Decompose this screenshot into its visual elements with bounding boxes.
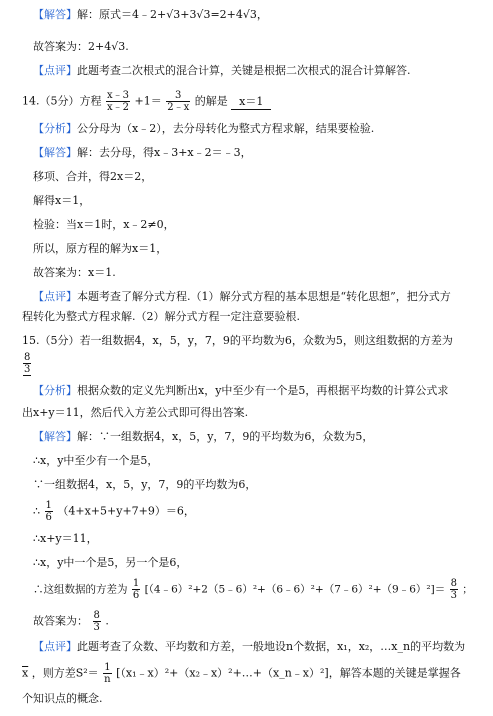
- l24-frac-den: 6: [132, 590, 140, 601]
- step-line: 移项、合并，得2x＝2，: [33, 170, 153, 183]
- q14-frac1-num: x﹣3: [107, 90, 130, 101]
- q15-answer-fraction: [23, 352, 31, 376]
- l24-frac-num: 1: [132, 578, 140, 589]
- mean-symbol: $\overline{x}$: [22, 666, 29, 680]
- l27-fraction: [103, 662, 111, 685]
- analysis-line: 【分析】公分母为（x﹣2），去分母转化为整式方程求解，结果要检验.: [33, 122, 375, 135]
- l27-b: ，则方差S²＝: [31, 666, 99, 680]
- question-15: 15.（5分）若一组数据4，x，5，y，7，9的平均数为6，众数为5，则这组数据的方差为: [22, 334, 453, 347]
- section-tag: 【点评】: [33, 64, 77, 77]
- q15-answer: [22, 352, 32, 376]
- l25-fraction: [93, 610, 101, 633]
- step-line: ∴x，y中一个是5，另一个是6，: [33, 556, 188, 569]
- section-tag: 【点评】: [33, 290, 77, 303]
- l24-res-num: 8: [450, 578, 457, 589]
- l25-den: 3: [93, 622, 100, 633]
- section-tag: 【解答】: [33, 8, 77, 21]
- answer-line-fraction: [33, 610, 109, 633]
- analysis-line: 【分析】根据众数的定义先判断出x，y中至少有一个是5，再根据平均数的计算公式求: [33, 384, 449, 397]
- l27-frac-den: n: [104, 674, 111, 685]
- q15-ans-den: 3: [24, 364, 31, 375]
- l27-c: [（x₁﹣x）²+（x₂﹣x）²+…+（x_n﹣x）²]，解答本题的关键是掌握各: [116, 666, 461, 680]
- l24-res-den: 3: [450, 590, 457, 601]
- step-line: 检验：当x＝1时，x﹣2≠0，: [33, 218, 175, 231]
- comment-line: 【点评】本题考查了解分式方程.（1）解分式方程的基本思想是“转化思想”，把分式方: [33, 290, 451, 303]
- q14-fraction-2: [166, 90, 190, 113]
- l25-prefix: 故答案为：: [33, 614, 88, 628]
- l21-prefix: ∴: [33, 504, 40, 518]
- q15-ans-num: 8: [24, 352, 31, 363]
- answer-line: 故答案为：x＝1.: [33, 266, 116, 279]
- analysis-line: 出x+y＝11，然后代入方差公式即可得出答案.: [22, 406, 249, 419]
- comment-line: 程转化为整式方程求解.（2）解分式方程一定注意要验根.: [22, 310, 300, 323]
- l24-fraction: [132, 578, 140, 601]
- q14-frac2-num: 3: [166, 90, 190, 102]
- step-line: 所以，原方程的解为x＝1，: [33, 242, 168, 255]
- section-tag: 【解答】: [33, 430, 77, 443]
- solution-line: 【解答】解：∵一组数据4，x，5，y，7，9的平均数为6，众数为5，: [33, 430, 374, 443]
- q14-frac2-den: 2﹣x: [167, 102, 190, 113]
- q14-answer: x＝1: [231, 95, 271, 110]
- section-tag: 【分析】: [33, 384, 77, 397]
- answer-line: 故答案为：2+4√3.: [33, 40, 129, 53]
- step-line: 解得x＝1，: [33, 194, 91, 207]
- l24-result-fraction: [450, 578, 458, 601]
- comment-line: 个知识点的概念.: [22, 692, 103, 705]
- l27-frac-num: 1: [104, 662, 111, 673]
- l24-prefix: ∴这组数据的方差为: [33, 583, 128, 596]
- section-tag: 【点评】: [33, 640, 77, 653]
- step-line: ∵一组数据4，x，5，y，7，9的平均数为6，: [33, 478, 257, 491]
- variance-formula-line: [22, 662, 461, 685]
- variance-line: [33, 578, 473, 601]
- l21-fraction: [45, 500, 53, 523]
- q14-fraction-1: [106, 90, 130, 113]
- l25-num: 8: [93, 610, 100, 621]
- solution-line: 【解答】解：去分母，得x﹣3+x﹣2＝﹣3，: [33, 146, 252, 159]
- step-line: ∴x+y＝11，: [33, 532, 98, 545]
- l25-end: .: [105, 614, 109, 628]
- step-line-fraction: [33, 500, 195, 523]
- q14-frac1-den: x﹣2: [107, 102, 130, 113]
- step-line: ∴x，y中至少有一个是5，: [33, 454, 159, 467]
- q14-prefix: 14.（5分）方程: [22, 94, 102, 108]
- section-tag: 【解答】: [33, 146, 77, 159]
- question-14: [22, 90, 271, 113]
- section-tag: 【分析】: [33, 122, 77, 135]
- q14-suffix: 的解是: [194, 94, 228, 108]
- comment-line: 【点评】此题考查了众数、平均数和方差，一般地设n个数据，x₁，x₂，…x_n的平均数为: [33, 640, 466, 653]
- l21-suffix: （4+x+5+y+7+9）＝6，: [57, 504, 195, 518]
- l21-frac-den: 6: [45, 512, 52, 523]
- q14-mid: +1＝: [134, 94, 162, 108]
- solution-line: 【解答】解：原式＝4﹣2+√3+3√3=2+4√3，: [33, 8, 268, 21]
- l21-frac-num: 1: [45, 500, 52, 511]
- comment-line: 【点评】此题考查二次根式的混合计算，关键是根据二次根式的混合计算解答.: [33, 64, 411, 77]
- l24-end: ；: [462, 583, 473, 596]
- l24-mid: [（4﹣6）²+2（5﹣6）²+（6﹣6）²+（7﹣6）²+（9﹣6）²]＝: [144, 583, 446, 596]
